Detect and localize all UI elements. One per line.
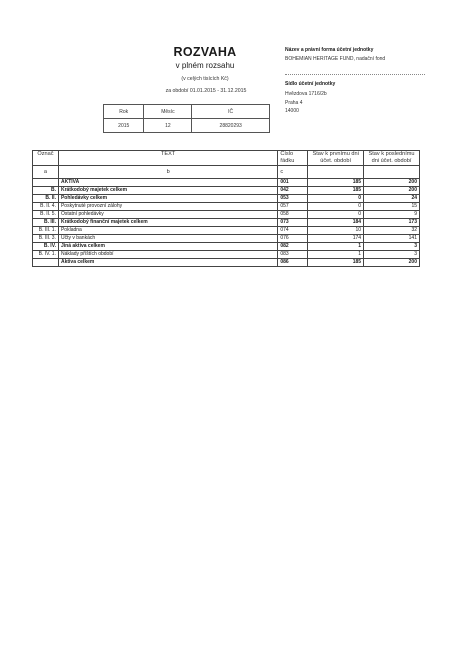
table-row — [33, 203, 420, 211]
cell-text: Krátkodobý finanční majetek celkem — [58, 219, 277, 227]
cell-value-end: 200 — [364, 259, 420, 267]
cell-value-start: 10 — [308, 227, 364, 235]
cell-text: Krátkodobý majetek celkem — [58, 187, 277, 195]
cell-row-number: 053 — [278, 195, 308, 203]
cell-row-number: 057 — [278, 203, 308, 211]
cell-value-start: 184 — [308, 219, 364, 227]
table-row — [33, 211, 420, 219]
year-label: Rok — [104, 105, 144, 119]
col-header-v2: Stav k poslednímu dni účet. období — [364, 151, 420, 166]
cell-value-start: 0 — [308, 211, 364, 219]
cell-oznac: B. III. 3. — [33, 235, 59, 243]
subheader-c: c — [278, 166, 308, 179]
cell-row-number: 042 — [278, 187, 308, 195]
cell-row-number: 001 — [278, 179, 308, 187]
table-row — [33, 179, 420, 187]
col-header-row: Číslo řádku — [278, 151, 308, 166]
units-note: (v celých tisících Kč) — [181, 76, 229, 82]
cell-value-start: 185 — [308, 259, 364, 267]
table-row — [33, 227, 420, 235]
cell-oznac: B. IV. 1. — [33, 251, 59, 259]
cell-row-number: 076 — [278, 235, 308, 243]
cell-row-number: 086 — [278, 259, 308, 267]
period-line: za období 01.01.2015 - 31.12.2015 — [165, 88, 247, 94]
cell-oznac — [33, 259, 59, 267]
cell-text: Pohledávky celkem — [58, 195, 277, 203]
identification-table — [103, 104, 270, 133]
cell-value-start: 174 — [308, 235, 364, 243]
month-value: 12 — [144, 119, 192, 133]
table-row — [33, 187, 420, 195]
page-title: ROZVAHA — [173, 45, 237, 59]
address-city: Praha 4 — [285, 99, 303, 106]
address-street: Hvězdova 1716/2b — [285, 91, 327, 97]
cell-text: Jiná aktiva celkem — [58, 243, 277, 251]
cell-value-end: 3 — [364, 243, 420, 251]
entity-seat-heading: Sídlo účetní jednotky — [285, 81, 336, 87]
cell-text: AKTIVA — [58, 179, 277, 187]
col-header-v1: Stav k prvnímu dni účet. období — [308, 151, 364, 166]
cell-oznac: B. II. 4. — [33, 203, 59, 211]
cell-oznac: B. — [33, 187, 59, 195]
table-row — [33, 235, 420, 243]
subheader-empty-2 — [364, 166, 420, 179]
ico-value: 28820293 — [192, 119, 270, 133]
subheader-a: a — [33, 166, 59, 179]
cell-oznac: B. III. — [33, 219, 59, 227]
cell-value-end: 200 — [364, 179, 420, 187]
table-row — [33, 243, 420, 251]
table-row — [33, 195, 420, 203]
subheader-b: b — [58, 166, 277, 179]
cell-value-end: 200 — [364, 187, 420, 195]
cell-text: Poskytnuté provozní zálohy — [58, 203, 277, 211]
col-header-text: TEXT — [58, 151, 277, 166]
balance-sheet-table — [32, 150, 420, 267]
ico-label: IČ — [192, 105, 270, 119]
separator — [285, 74, 425, 75]
month-label: Měsíc — [144, 105, 192, 119]
cell-row-number: 058 — [278, 211, 308, 219]
year-value: 2015 — [104, 119, 144, 133]
cell-oznac: B. IV. — [33, 243, 59, 251]
page-subtitle: v plném rozsahu — [175, 61, 235, 70]
cell-row-number: 074 — [278, 227, 308, 235]
table-body — [33, 179, 420, 267]
table-header-row — [33, 151, 420, 166]
entity-address — [285, 90, 435, 116]
cell-oznac: B. II. — [33, 195, 59, 203]
cell-oznac: B. III. 1. — [33, 227, 59, 235]
cell-oznac — [33, 179, 59, 187]
cell-row-number: 082 — [278, 243, 308, 251]
cell-value-start: 0 — [308, 203, 364, 211]
table-row — [33, 219, 420, 227]
table-row — [33, 251, 420, 259]
cell-text: Ostatní pohledávky — [58, 211, 277, 219]
cell-value-start: 185 — [308, 179, 364, 187]
cell-value-end: 173 — [364, 219, 420, 227]
cell-value-end: 15 — [364, 203, 420, 211]
address-zip: 14000 — [285, 108, 299, 114]
col-header-oznac: Označ — [33, 151, 59, 166]
cell-value-end: 24 — [364, 195, 420, 203]
entity-name-heading: Název a právní forma účetní jednotky — [285, 47, 374, 53]
cell-text: Náklady příštích období — [58, 251, 277, 259]
cell-value-end: 9 — [364, 211, 420, 219]
cell-value-start: 185 — [308, 187, 364, 195]
entity-name: BOHEMIAN HERITAGE FUND, nadační fond — [285, 56, 386, 62]
cell-value-end: 3 — [364, 251, 420, 259]
table-row — [33, 259, 420, 267]
cell-value-start: 1 — [308, 243, 364, 251]
cell-oznac: B. II. 5. — [33, 211, 59, 219]
table-subheader-row — [33, 166, 420, 179]
cell-value-end: 32 — [364, 227, 420, 235]
cell-text: Účty v bankách — [58, 235, 277, 243]
cell-value-end: 141 — [364, 235, 420, 243]
cell-text: Pokladna — [58, 227, 277, 235]
entity-info — [285, 47, 435, 116]
cell-text: Aktiva celkem — [58, 259, 277, 267]
cell-value-start: 0 — [308, 195, 364, 203]
cell-row-number: 083 — [278, 251, 308, 259]
subheader-empty-1 — [308, 166, 364, 179]
cell-value-start: 1 — [308, 251, 364, 259]
cell-row-number: 073 — [278, 219, 308, 227]
